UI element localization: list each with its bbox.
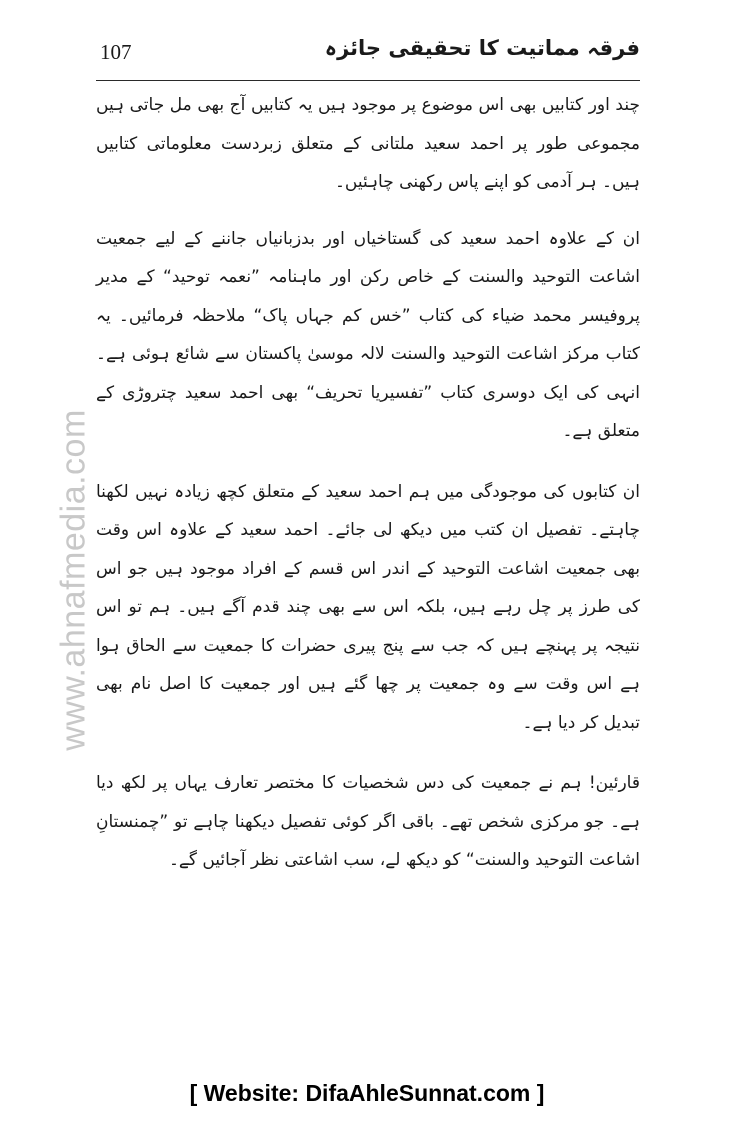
- watermark: [44, 400, 104, 760]
- page-number: 107: [100, 40, 132, 64]
- header-rule: [96, 80, 640, 81]
- running-title: فرقہ مماتیت کا تحقیقی جائزہ: [324, 36, 640, 60]
- watermark-text: www.ahnafmedia.com: [54, 409, 93, 751]
- paragraph-2: ان کے علاوہ احمد سعید کی گستاخیاں اور بدزبانیاں جاننے کے لیے جمعیت اشاعت التوحید والسنت کے خاص رکن اور ماہنامہ ”نعمہ توحید“ کے مدیر پروفیسر محمد ضیاء کی کتاب ”خس کم جہاں پاک“ ملاحظہ فرمائیں۔ یہ کتاب مرکز اشاعت التوحید والسنت لالہ موسیٰ پاکستان سے شائع ہوئی ہے۔ انہی کی ایک دوسری کتاب ”تفسیریا تحریف“ بھی احمد سعید چتروڑی کے متعلق ہے۔: [96, 228, 640, 441]
- paragraph-3: ان کتابوں کی موجودگی میں ہم احمد سعید کے متعلق کچھ زیادہ نہیں لکھنا چاہتے۔ تفصیل ان کتب میں دیکھ لی جائے۔ احمد سعید کے علاوہ اس وقت بھی جمعیت اشاعت التوحید کے اندر اس قسم کے افراد موجود ہیں جو اس کی طرز پر چل رہے ہیں، بلکہ اس سے بھی چند قدم آگے ہیں۔ ہم تو اس نتیجہ پر پہنچے ہیں کہ جب سے پنج پیری حضرات کا جمعیت سے الحاق ہوا ہے اس وقت سے وہ جمعیت پر چھا گئے ہیں اور جمعیت کا اصل نام بھی تبدیل کر دیا ہے۔: [96, 481, 640, 733]
- paragraph-4: قارئین! ہم نے جمعیت کی دس شخصیات کا مختصر تعارف یہاں پر لکھ دیا ہے۔ جو مرکزی شخص تھے۔ باقی اگر کوئی تفصیل دیکھنا چاہے تو ”چمنستانِ اشاعت التوحید والسنت“ کو دیکھ لے، سب اشاعتی نظر آجائیں گے۔: [96, 773, 640, 870]
- website-footer: [ Website: DifaAhleSunnat.com ]: [189, 1080, 545, 1106]
- page-body: [96, 86, 640, 902]
- paragraph-1: چند اور کتابیں بھی اس موضوع پر موجود ہیں یہ کتابیں آج بھی مل جاتی ہیں مجموعی طور پر احمد سعید ملتانی کے متعلق زبردست معلوماتی کتابیں ہیں۔ ہر آدمی کو اپنے پاس رکھنی چاہئیں۔: [96, 95, 640, 192]
- page-header: [96, 34, 640, 78]
